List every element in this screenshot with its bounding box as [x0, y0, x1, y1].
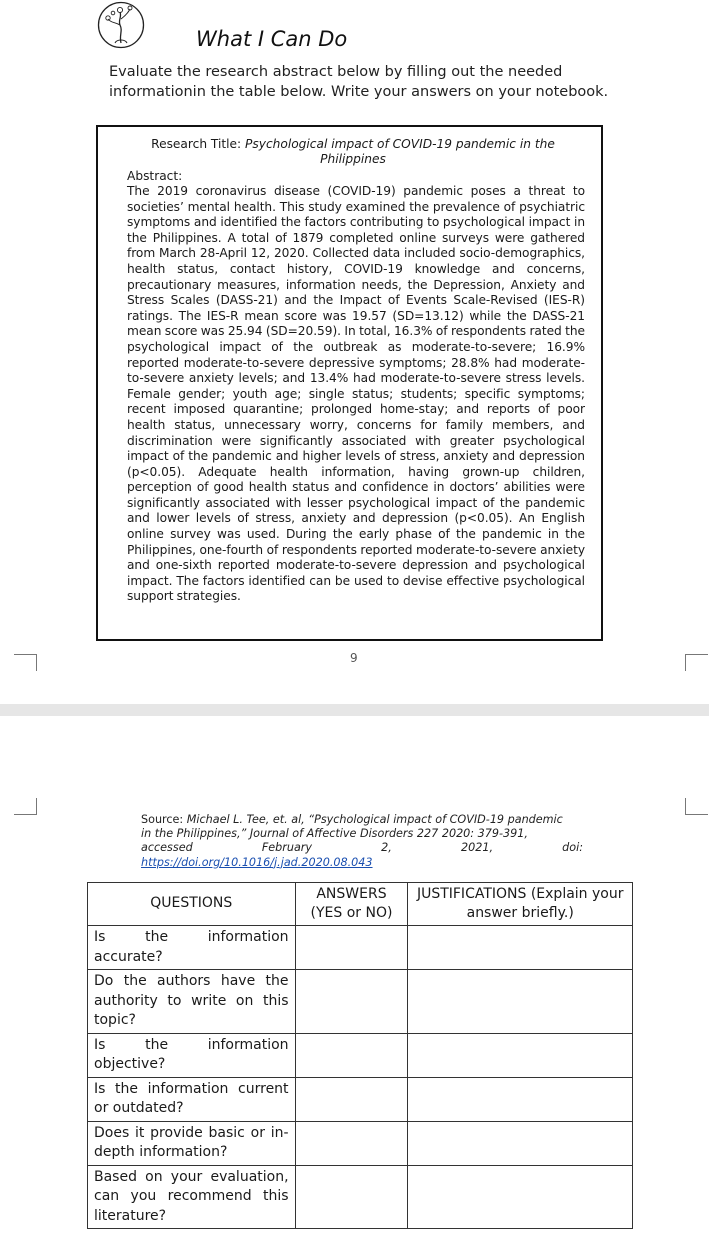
answer-cell[interactable]: [295, 1033, 408, 1077]
question-cell: Is the information accurate?: [88, 926, 296, 970]
crop-mark: [14, 654, 37, 671]
justification-cell[interactable]: [408, 1121, 633, 1165]
page-title: What I Can Do: [196, 27, 348, 51]
accessed-word: accessed: [141, 841, 193, 855]
table-row: [88, 970, 633, 1034]
header-answers: ANSWERS (YES or NO): [295, 883, 408, 926]
justification-cell[interactable]: [408, 1033, 633, 1077]
justification-cell[interactable]: [408, 1165, 633, 1229]
accessed-word: 2,: [381, 841, 392, 855]
table-row: [88, 1121, 633, 1165]
citation-line-1: [141, 813, 583, 827]
page-number: 9: [350, 651, 358, 665]
header-justifications: JUSTIFICATIONS (Explain your answer briefly.): [408, 883, 633, 926]
answer-cell[interactable]: [295, 1121, 408, 1165]
accessed-word: February: [261, 841, 313, 855]
table-row: [88, 1077, 633, 1121]
justification-cell[interactable]: [408, 926, 633, 970]
abstract-text: The 2019 coronavirus disease (COVID-19) pandemic poses a threat to societies’ mental health. This study examined the prevalence of psychiatric symptoms and identified the factors contributing to psychological impact in the Philippines. A total of 1879 completed online surveys were gathered from March 28-April 12, 2020. Collected data included socio-demographics, health status, contact history, COVID-19 knowledge and concerns, precautionary measures, information needs, the Depression, Anxiety and Stress Scales (DASS-21) and the Impact of Events Scale-Revised (IES-R) ratings. The IES-R mean score was 19.57 (SD=13.12) while the DASS-21 mean score was 25.94 (SD=20.59). In total, 16.3% of respondents rated the psychological impact of the outbreak as moderate-to-severe; 16.9% reported moderate-to-severe depressive symptoms; 28.8% had moderate-to-severe anxiety levels; and 13.4% had moderate-to-severe stress levels. Female gender; youth age; single status; students; specific symptoms; recent imposed quarantine; prolonged home-stay; and reports of poor health status, unnecessary worry, concerns for family members, and discrimination were significantly associated with greater psychological impact of the pandemic and higher levels of stress, anxiety and depression (p<0.05). Adequate health information, having grown-up children, perception of good health status and confidence in doctors’ abilities were significantly associated with lesser psychological impact of the pandemic and lower levels of stress, anxiety and depression (p<0.05). An English online survey was used. During the early phase of the pandemic in the Philippines, one-fourth of respondents reported moderate-to-severe anxiety and one-sixth reported moderate-to-severe depression and psychological impact. The factors identified can be used to devise effective psychological support strategies.: [127, 184, 585, 604]
table-row: [88, 926, 633, 970]
crop-mark: [685, 654, 708, 671]
accessed-word: 2021,: [460, 841, 494, 855]
source-citation: [141, 813, 583, 870]
page-separator: [0, 704, 709, 716]
citation-line-2: in the Philippines,” Journal of Affective Disorders 227 2020: 379-391,: [141, 827, 528, 841]
answer-cell[interactable]: [295, 926, 408, 970]
table-row: [88, 1033, 633, 1077]
accessed-word: doi:: [562, 841, 583, 855]
page-10: [0, 716, 709, 1248]
justification-cell[interactable]: [408, 1077, 633, 1121]
abstract-label: Abstract:: [127, 169, 183, 183]
research-title: [128, 137, 578, 167]
answer-cell[interactable]: [295, 1077, 408, 1121]
question-cell: Does it provide basic or in-depth information?: [88, 1121, 296, 1165]
citation-line-3: [141, 841, 583, 855]
answer-cell[interactable]: [295, 970, 408, 1034]
question-cell: Do the authors have the authority to write on this topic?: [88, 970, 296, 1034]
crop-mark: [685, 798, 708, 815]
school-logo-icon: [97, 1, 145, 49]
doi-link[interactable]: https://doi.org/10.1016/j.jad.2020.08.043: [141, 855, 373, 869]
abstract-box: [96, 125, 603, 641]
question-cell: Is the information objective?: [88, 1033, 296, 1077]
header-questions: QUESTIONS: [88, 883, 296, 926]
citation-text-1: Michael L. Tee, et. al, “Psychological impact of COVID-19 pandemic: [186, 813, 563, 826]
instructions: Evaluate the research abstract below by filling out the needed informationin the table below. Write your answers on your notebook.: [109, 64, 609, 100]
crop-mark: [14, 798, 37, 815]
evaluation-table: [87, 882, 633, 1229]
table-header-row: [88, 883, 633, 926]
table-row: [88, 1165, 633, 1229]
question-cell: Is the information current or outdated?: [88, 1077, 296, 1121]
research-title-text: Psychological impact of COVID-19 pandemic in the Philippines: [245, 137, 555, 166]
answer-cell[interactable]: [295, 1165, 408, 1229]
justification-cell[interactable]: [408, 970, 633, 1034]
question-cell: Based on your evaluation, can you recommend this literature?: [88, 1165, 296, 1229]
source-prefix: Source:: [141, 813, 187, 826]
research-title-prefix: Research Title:: [151, 137, 246, 151]
